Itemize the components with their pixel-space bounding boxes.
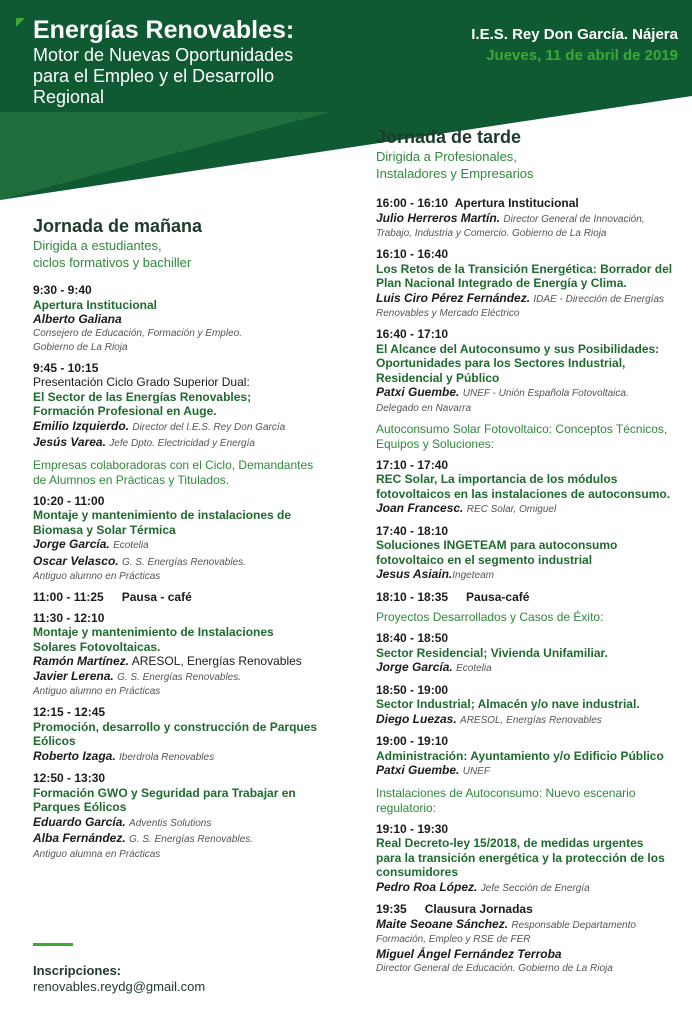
speaker-role: Formación, Empleo y RSE de FER bbox=[376, 934, 531, 945]
agenda-title: Montaje y mantenimiento de Instalaciones bbox=[33, 625, 274, 639]
agenda-item bbox=[376, 458, 688, 518]
agenda-title: Biomasa y Solar Térmica bbox=[33, 522, 176, 537]
agenda-item bbox=[376, 631, 688, 677]
agenda-item bbox=[376, 247, 688, 321]
speaker-role: Responsable Departamento bbox=[511, 919, 636, 931]
agenda-title: fotovoltaicos en las instalaciones de autoconsumo. bbox=[376, 486, 671, 501]
speaker bbox=[376, 763, 688, 780]
agenda-item bbox=[376, 683, 688, 729]
agenda-title: Sector Industrial; Almacén y/o nave industrial. bbox=[376, 697, 640, 711]
section-subtitle: ciclos formativos y bachiller bbox=[33, 255, 192, 270]
school-name: I.E.S. Rey Don García. Nájera bbox=[471, 26, 678, 43]
speaker bbox=[33, 435, 343, 452]
speaker bbox=[376, 947, 688, 962]
agenda-title: Formación GWO y Seguridad para Trabajar en bbox=[33, 785, 296, 800]
agenda-item bbox=[33, 494, 343, 585]
agenda-item bbox=[33, 283, 343, 355]
speaker-role: Gobierno de La Rioja bbox=[33, 341, 128, 353]
section-note: Proyectos Desarrollados y Casos de Éxito: bbox=[376, 610, 604, 624]
agenda-title: Apertura Institucional bbox=[454, 196, 579, 210]
agenda-title: Montaje y mantenimiento de instalaciones de bbox=[33, 508, 292, 522]
speaker bbox=[33, 537, 343, 554]
agenda-title: Real Decreto-ley 15/2018, de medidas urgentes bbox=[376, 836, 644, 850]
speaker-name: Joan Francesc. bbox=[376, 501, 464, 515]
speaker-name: Alberto Galiana bbox=[33, 312, 122, 326]
agenda-title: Soluciones INGETEAM para autoconsumo bbox=[376, 538, 618, 552]
speaker-name: Luis Ciro Pérez Fernández. bbox=[376, 290, 531, 305]
speaker-role: G. S. Energías Renovables. bbox=[121, 556, 246, 568]
agenda-time: 19:10 - 19:30 bbox=[376, 821, 449, 836]
speaker-name: Diego Luezas. bbox=[376, 711, 457, 726]
section-title: Jornada de tarde bbox=[376, 127, 522, 147]
section-note: Instalaciones de Autoconsumo: Nuevo escenario regulatorio: bbox=[376, 785, 636, 815]
speaker-role: Iberdrola Renovables bbox=[119, 751, 215, 763]
speaker-role: IDAE - Dirección de Energías bbox=[533, 293, 665, 305]
agenda-time: 10:20 - 11:00 bbox=[33, 493, 105, 508]
agenda-item bbox=[376, 590, 688, 605]
speaker-name: Javier Lerena. bbox=[33, 668, 114, 683]
speaker-name: Maite Seoane Sánchez. bbox=[376, 916, 509, 931]
event-date: Jueves, 11 de abril de 2019 bbox=[486, 47, 678, 64]
registration-email[interactable]: renovables.reydg@gmail.com bbox=[33, 979, 206, 994]
speaker bbox=[33, 312, 343, 327]
closing-label: Clausura Jornadas bbox=[424, 902, 533, 916]
agenda-title: Residencial y Público bbox=[376, 370, 500, 385]
agenda-item bbox=[376, 822, 688, 897]
speaker-name: Emilio Izquierdo. bbox=[33, 418, 130, 433]
section-note: Empresas colaboradoras con el Ciclo, Demandantes de Alumnos en Prácticas y Titulados. bbox=[33, 457, 314, 487]
speaker bbox=[376, 712, 688, 729]
speaker-name: Julio Herreros Martín. bbox=[376, 210, 501, 225]
corner-triangle-icon bbox=[16, 18, 25, 27]
agenda-time: 16:40 - 17:10 bbox=[376, 327, 449, 341]
agenda-title: Parques Eólicos bbox=[33, 800, 127, 814]
agenda-title: para la transición energética y la protección de los bbox=[376, 850, 665, 865]
event-subtitle: Motor de Nuevas Oportunidades para el Empleo y el Desarrollo Regional bbox=[33, 45, 294, 107]
agenda-time: 18:40 - 18:50 bbox=[376, 631, 449, 645]
speaker-name: Oscar Velasco. bbox=[33, 553, 119, 568]
speaker-role: Renovables y Mercado Eléctrico bbox=[376, 308, 520, 319]
agenda-heading: Presentación Ciclo Grado Superior Dual: bbox=[33, 375, 250, 389]
agenda-title: consumidores bbox=[376, 865, 459, 879]
speaker-role: Ingeteam bbox=[452, 570, 494, 581]
speaker-role: G. S. Energías Renovables. bbox=[129, 834, 253, 845]
speaker-role: Jefe Sección de Energía bbox=[480, 882, 590, 894]
agenda-item bbox=[33, 590, 343, 605]
section-subtitle: Dirigida a Profesionales, bbox=[376, 149, 517, 164]
pause-label: Pausa-café bbox=[466, 589, 530, 604]
speaker-role: Delegado en Navarra bbox=[376, 402, 472, 414]
speaker bbox=[33, 831, 343, 848]
speaker-role: Director del I.E.S. Rey Don García bbox=[132, 421, 286, 433]
speaker bbox=[33, 669, 343, 686]
speaker-name: Jesus Asiain. bbox=[376, 567, 453, 581]
speaker-role: UNEF - Unión Española Fotovoltaica. bbox=[462, 388, 629, 399]
speaker-note: Antiguo alumno en Prácticas bbox=[33, 571, 161, 582]
speaker-role: REC Solar, Omiguel bbox=[466, 504, 557, 515]
agenda-title: Oportunidades para los Sectores Industrial, bbox=[376, 356, 626, 370]
agenda-time: 9:45 - 10:15 bbox=[33, 360, 99, 375]
speaker-name: Pedro Roa López. bbox=[376, 879, 478, 894]
agenda-title: fotovoltaico en el segmento industrial bbox=[376, 552, 593, 567]
agenda-time: 11:30 - 12:10 bbox=[33, 610, 105, 625]
agenda-title: Promoción, desarrollo y construcción de Parques bbox=[33, 719, 318, 734]
speaker bbox=[33, 419, 343, 436]
agenda-title: Formación Profesional en Auge. bbox=[33, 404, 217, 418]
footer-divider bbox=[33, 943, 73, 946]
agenda-time: 19:35 Clausura Jornadas bbox=[376, 902, 533, 916]
speaker-role: Director General de Innovación, bbox=[503, 213, 645, 225]
agenda-title: El Sector de las Energías Renovables; bbox=[33, 389, 252, 404]
agenda-title: REC Solar, La importancia de los módulos bbox=[376, 472, 618, 486]
speaker-name: Patxi Guembe. bbox=[376, 763, 460, 777]
speaker-note: Antiguo alumna en Prácticas bbox=[33, 848, 161, 860]
speaker-name: Roberto Izaga. bbox=[33, 748, 116, 763]
agenda-item bbox=[376, 327, 688, 416]
agenda-time: 18:50 - 19:00 bbox=[376, 682, 449, 697]
speaker bbox=[376, 501, 688, 518]
speaker-role: Adventis Solutions bbox=[129, 817, 212, 829]
speaker bbox=[376, 291, 688, 308]
agenda-item bbox=[33, 771, 343, 862]
afternoon-column bbox=[376, 127, 688, 982]
speaker-name: Jesús Varea. bbox=[33, 435, 106, 449]
agenda-time: 16:00 - 16:10 Apertura Institucional bbox=[376, 196, 579, 210]
speaker-role: G. S. Energías Renovables. bbox=[117, 671, 242, 683]
speaker-name: Miguel Ángel Fernández Terroba bbox=[376, 947, 562, 961]
agenda-item bbox=[376, 902, 688, 976]
speaker-role: Consejero de Educación, Formación y Empleo. bbox=[33, 327, 242, 339]
section-note: Autoconsumo Solar Fotovoltaico: Conceptos Técnicos, Equipos y Soluciones: bbox=[376, 421, 668, 451]
morning-header bbox=[33, 216, 343, 271]
pause-label: Pausa - café bbox=[121, 590, 192, 604]
agenda-title: Apertura Institucional bbox=[33, 297, 158, 312]
agenda-title: Administración: Ayuntamiento y/o Edificio Público bbox=[376, 748, 664, 763]
speaker-role: UNEF bbox=[462, 766, 490, 777]
agenda-time: 12:50 - 13:30 bbox=[33, 771, 106, 785]
agenda-title: El Alcance del Autoconsumo y sus Posibilidades: bbox=[376, 341, 660, 356]
agenda-item bbox=[376, 734, 688, 780]
speaker-role: ARESOL, Energías Renovables bbox=[460, 714, 602, 726]
speaker-name: Ramón Martínez. bbox=[33, 654, 130, 668]
agenda-title: Plan Nacional Integrado de Energía y Clima. bbox=[376, 276, 627, 290]
agenda-item bbox=[376, 524, 688, 584]
speaker-role: Jefe Dpto. Electricidad y Energía bbox=[109, 438, 255, 449]
speaker bbox=[33, 749, 343, 766]
speaker bbox=[376, 660, 688, 677]
speaker-role: Director General de Educación. Gobierno de La Rioja bbox=[376, 962, 613, 974]
agenda-item bbox=[33, 611, 343, 700]
agenda-title: Solares Fotovoltaicas. bbox=[33, 639, 161, 654]
speaker-note: Antiguo alumno en Prácticas bbox=[33, 686, 161, 697]
speaker-name: Jorge García. bbox=[33, 537, 110, 551]
agenda-title: Los Retos de la Transición Energética: Borrador del bbox=[376, 261, 673, 276]
agenda-time: 18:10 - 18:35 Pausa-café bbox=[376, 589, 530, 604]
section-subtitle: Instaladores y Empresarios bbox=[376, 166, 534, 181]
agenda-time: 9:30 - 9:40 bbox=[33, 283, 92, 297]
speaker-name: Eduardo García. bbox=[33, 814, 126, 829]
speaker-name: Jorge García. bbox=[376, 660, 453, 674]
agenda-time: 11:00 - 11:25 Pausa - café bbox=[33, 590, 192, 604]
agenda-title: Sector Residencial; Vivienda Unifamiliar. bbox=[376, 645, 608, 660]
speaker-role: ARESOL, Energías Renovables bbox=[131, 654, 302, 668]
speaker-role: Ecotelia bbox=[456, 663, 492, 674]
speaker bbox=[376, 211, 688, 228]
agenda-time: 16:10 - 16:40 bbox=[376, 247, 449, 261]
speaker bbox=[33, 554, 343, 571]
event-title: Energías Renovables: bbox=[33, 16, 295, 44]
section-subtitle: Dirigida a estudiantes, bbox=[33, 238, 162, 253]
agenda-item bbox=[376, 196, 688, 241]
speaker-role: Ecotelia bbox=[113, 540, 149, 551]
morning-column bbox=[33, 216, 343, 868]
speaker-name: Alba Fernández. bbox=[33, 831, 126, 845]
afternoon-header bbox=[376, 127, 688, 182]
speaker bbox=[33, 654, 343, 669]
registration-label: Inscripciones: bbox=[33, 963, 122, 978]
agenda-title: Eólicos bbox=[33, 734, 76, 748]
agenda-item bbox=[33, 361, 343, 452]
speaker-name: Patxi Guembe. bbox=[376, 385, 460, 399]
speaker bbox=[376, 567, 688, 584]
agenda-time: 12:15 - 12:45 bbox=[33, 705, 106, 719]
speaker bbox=[376, 880, 688, 897]
speaker bbox=[376, 385, 688, 402]
speaker bbox=[33, 815, 343, 832]
agenda-time: 17:10 - 17:40 bbox=[376, 457, 449, 472]
speaker bbox=[376, 917, 688, 934]
section-title: Jornada de mañana bbox=[33, 216, 203, 236]
agenda-time: 17:40 - 18:10 bbox=[376, 523, 449, 538]
agenda-time: 19:00 - 19:10 bbox=[376, 734, 449, 748]
speaker-role: Trabajo, Industria y Comercio. Gobierno de La Rioja bbox=[376, 228, 607, 239]
agenda-item bbox=[33, 705, 343, 765]
